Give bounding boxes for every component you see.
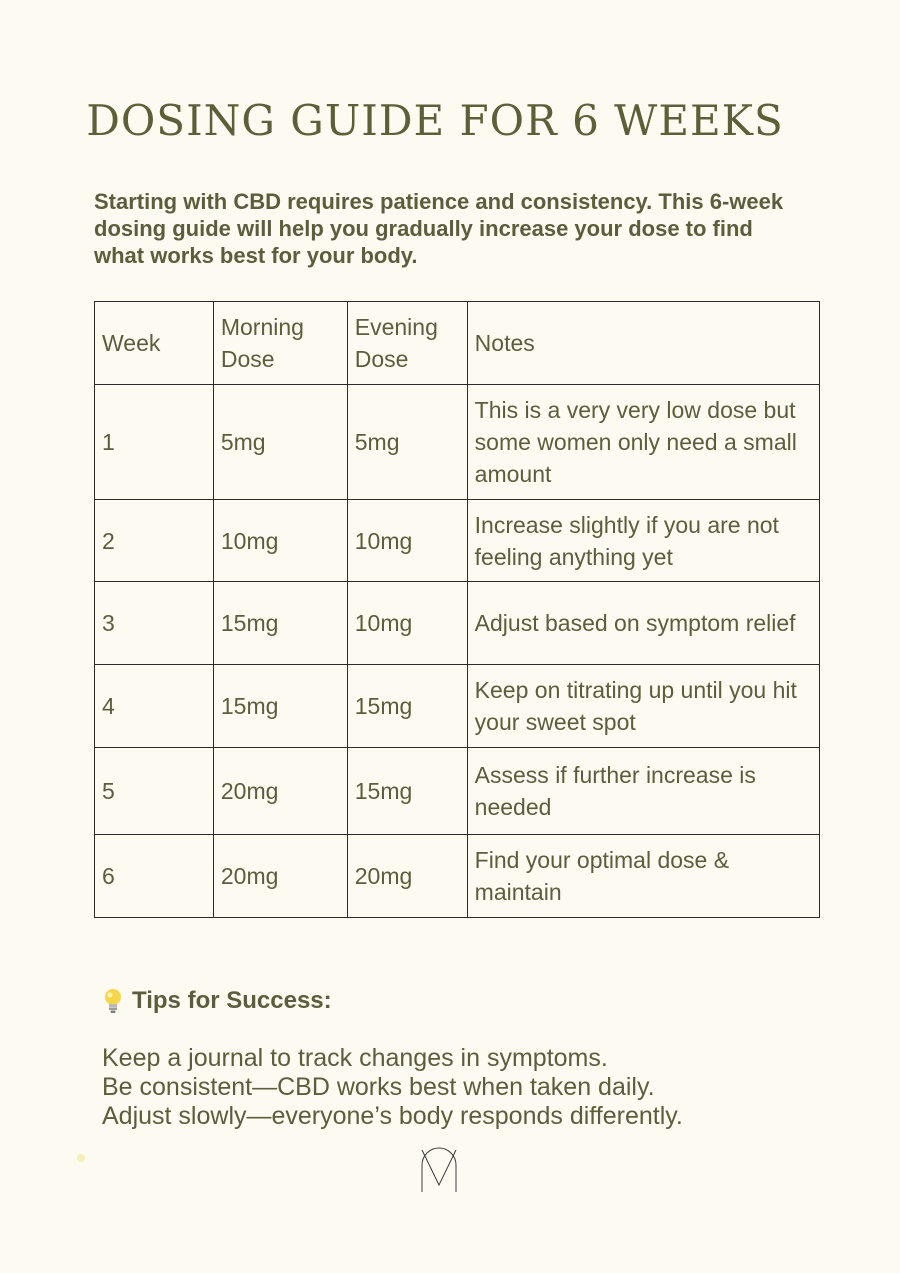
table-row <box>95 500 820 582</box>
cell-evening-dose: 15mg <box>347 665 467 748</box>
table-header-row <box>95 302 820 385</box>
cell-morning-dose: 20mg <box>213 748 347 835</box>
page-title: DOSING GUIDE FOR 6 WEEKS <box>86 96 784 145</box>
intro-paragraph: Starting with CBD requires patience and consistency. This 6-week dosing guide will help you gradually increase your dose to find what works best for your body. <box>94 189 784 268</box>
cell-week: 5 <box>95 748 214 835</box>
tips-heading <box>102 987 332 1015</box>
cell-evening-dose: 15mg <box>347 748 467 835</box>
table-row <box>95 835 820 918</box>
cell-morning-dose: 15mg <box>213 665 347 748</box>
cell-notes: This is a very very low dose but some women only need a small amount <box>467 385 819 500</box>
cell-notes: Increase slightly if you are not feeling anything yet <box>467 500 819 582</box>
cell-notes: Find your optimal dose & maintain <box>467 835 819 918</box>
cell-morning-dose: 20mg <box>213 835 347 918</box>
cell-evening-dose: 10mg <box>347 582 467 665</box>
cell-notes: Keep on titrating up until you hit your sweet spot <box>467 665 819 748</box>
table-row <box>95 582 820 665</box>
cell-evening-dose: 10mg <box>347 500 467 582</box>
tips-list <box>102 1044 683 1131</box>
cell-week: 6 <box>95 835 214 918</box>
decorative-dot <box>77 1154 85 1162</box>
header-morning-dose: Morning Dose <box>213 302 347 385</box>
tip-item: Keep a journal to track changes in symptoms. <box>102 1044 608 1072</box>
dosing-table <box>94 301 820 918</box>
table-row <box>95 665 820 748</box>
cell-week: 3 <box>95 582 214 665</box>
header-week: Week <box>95 302 214 385</box>
tips-heading-text: Tips for Success: <box>132 987 332 1014</box>
table-row <box>95 748 820 835</box>
cell-week: 2 <box>95 500 214 582</box>
cell-notes: Adjust based on symptom relief <box>467 582 819 665</box>
brand-logo <box>420 1145 458 1193</box>
cell-notes: Assess if further increase is needed <box>467 748 819 835</box>
lightbulb-icon <box>102 988 124 1014</box>
table-row <box>95 385 820 500</box>
cell-week: 1 <box>95 385 214 500</box>
header-evening-dose: Evening Dose <box>347 302 467 385</box>
tip-item: Adjust slowly—everyone’s body responds differently. <box>102 1102 683 1130</box>
header-notes: Notes <box>467 302 819 385</box>
cell-morning-dose: 5mg <box>213 385 347 500</box>
tip-item: Be consistent—CBD works best when taken daily. <box>102 1073 655 1101</box>
cell-evening-dose: 5mg <box>347 385 467 500</box>
cell-evening-dose: 20mg <box>347 835 467 918</box>
cell-week: 4 <box>95 665 214 748</box>
cell-morning-dose: 10mg <box>213 500 347 582</box>
cell-morning-dose: 15mg <box>213 582 347 665</box>
